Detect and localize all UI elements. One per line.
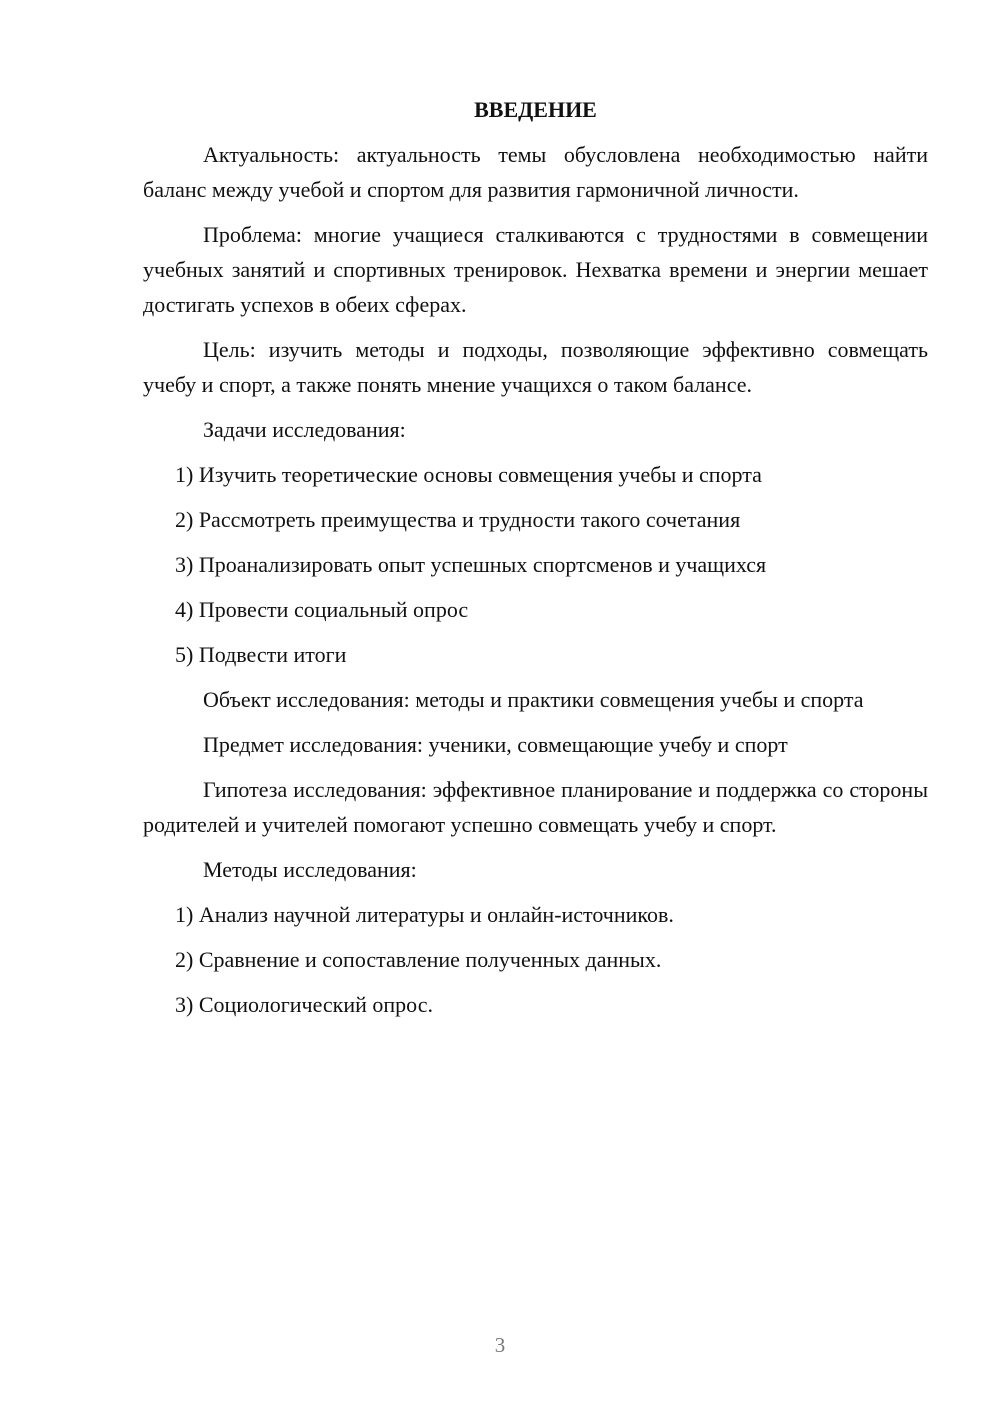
list-item: 2) Сравнение и сопоставление полученных данных.	[175, 947, 662, 972]
list-item: 3) Проанализировать опыт успешных спортсменов и учащихся	[175, 552, 767, 577]
page-number: 3	[494, 1333, 506, 1357]
problem-paragraph: Проблема: многие учащиеся сталкиваются с трудностями в совмещении учебных занятий и спортивных тренировок. Нехватка времени и энергии мешает достигать успехов в обеих сферах.	[143, 222, 928, 317]
list-item: 5) Подвести итоги	[175, 642, 347, 667]
list-item: 3) Социологический опрос.	[175, 992, 433, 1017]
section-title: ВВЕДЕНИЕ	[474, 97, 597, 122]
tasks-list	[143, 457, 928, 672]
list-item: 4) Провести социальный опрос	[175, 597, 469, 622]
object-paragraph: Объект исследования: методы и практики совмещения учебы и спорта	[203, 687, 864, 712]
methods-heading: Методы исследования:	[203, 857, 417, 882]
list-item: 1) Изучить теоретические основы совмещения учебы и спорта	[175, 462, 762, 487]
relevance-paragraph: Актуальность: актуальность темы обусловлена необходимостью найти баланс между учебой и спортом для развития гармоничной личности.	[143, 142, 928, 202]
page-content	[143, 92, 928, 1032]
hypothesis-paragraph: Гипотеза исследования: эффективное планирование и поддержка со стороны родителей и учителей помогают успешно совмещать учебу и спорт.	[143, 777, 928, 837]
subject-paragraph: Предмет исследования: ученики, совмещающие учебу и спорт	[203, 732, 788, 757]
list-item: 2) Рассмотреть преимущества и трудности такого сочетания	[175, 507, 741, 532]
methods-list	[143, 897, 928, 1022]
goal-paragraph: Цель: изучить методы и подходы, позволяющие эффективно совмещать учебу и спорт, а также понять мнение учащихся о таком балансе.	[143, 337, 928, 397]
tasks-heading: Задачи исследования:	[203, 417, 406, 442]
list-item: 1) Анализ научной литературы и онлайн-источников.	[175, 902, 674, 927]
